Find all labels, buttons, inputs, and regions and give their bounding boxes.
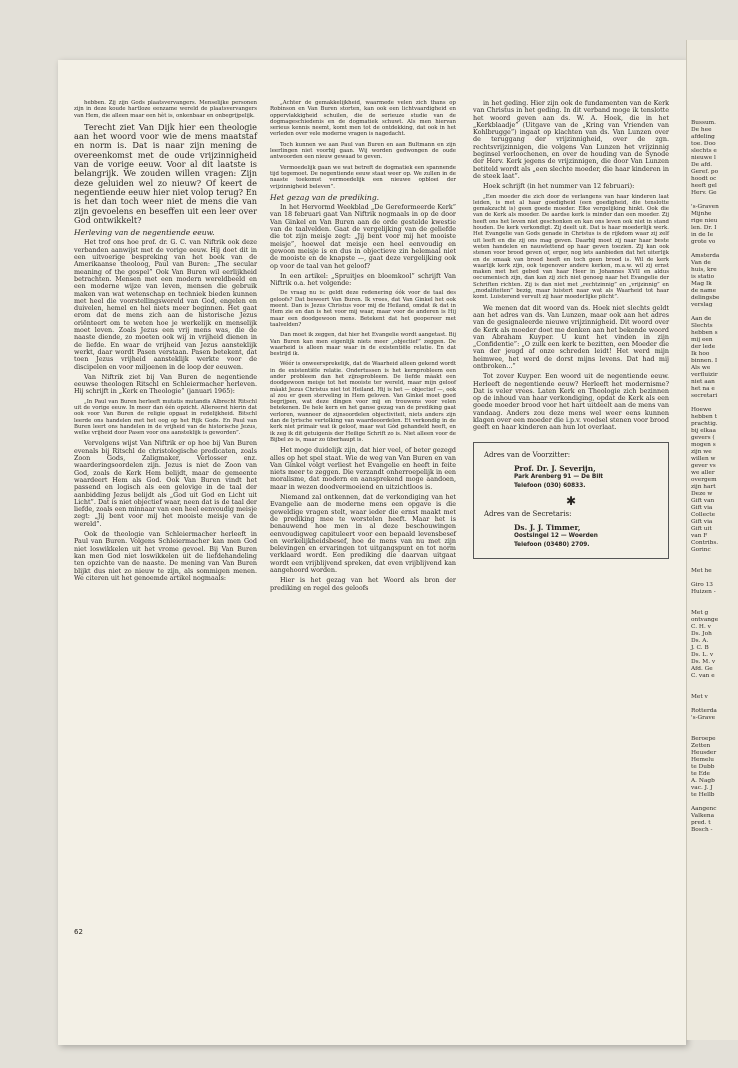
adjacent-page-line: 's-Graven <box>691 204 719 210</box>
paragraph: Niemand zal ontkennen, dat de verkondiging van het Evangelie aan de moderne mens een opgave is die geweldige vragen stelt, waar ieder die ernst maakt met de prediking mee te worstelen heeft. Maar het is benauwend hoe men in al deze beschouwingen eenvoudigweg capituleert voor een bepaald levensbesef en werkelijkheidsbesef, hoe de mens van nu met zijn belevingen en ervaringen tot uitgangspunt en tot norm verklaard wordt. Een prediking die daarvan uitgaat wordt een vrijblijvend spreken, dat even vrijblijvend kan aangehoord worden. <box>270 493 456 574</box>
adjacent-page-line: te Hellb <box>691 792 715 798</box>
adjacent-page-line: Deze w <box>691 491 713 497</box>
adjacent-page-line: 's-Grave <box>691 715 716 721</box>
secretary-name: Ds. J. J. Timmer, <box>514 522 581 532</box>
adjacent-page-line <box>691 197 738 204</box>
adjacent-page-line: Amsterda <box>691 253 720 259</box>
address-box <box>473 442 669 559</box>
adjacent-page-line: gever vs <box>691 463 716 469</box>
adjacent-page-line: Van de <box>691 260 711 266</box>
adjacent-page-line <box>691 799 738 806</box>
adjacent-page-line: Heusder <box>691 750 717 756</box>
section-heading: Herleving van de negentiende eeuw. <box>74 228 215 238</box>
adjacent-page-line: Ds. A. <box>691 638 709 644</box>
adjacent-page-line: len. Dr. I <box>691 225 717 231</box>
adjacent-page-line: Afd. Ge <box>691 666 713 672</box>
column-1 <box>74 100 257 585</box>
adjacent-page-line: grote vo <box>691 239 716 245</box>
quote: „Een moeder die zich door de verlangens van haar kinderen laat leiden, is met al haar goedigheid (een goedigheid, die tenslotte gemakzucht is) geen goede moeder. Elke vergelijking hinkt. Ook die van de Kerk als moeder. De aardse kerk is minder dan een moeder. Zij heeft ons het leven niet geschonken en kan ons leven ook niet in stand houden. De kerk verkondigt. Zij deelt uit. Dat is haar moederlijk werk. Het Evangelie van Gods genade in Christus is de rijkdom waar zij zelf uit leeft en die zij ons mag geven. Daarbij moet zij naar haar beste weten handelen en nauwlettend op haar geven toezien. Zij kan ook stenen voor brood geven of, erger, nog iets aanbieden dat het uiterlijk en de smaak van brood heeft en toch geen brood is. Wil de kerk waarlijk kerk zijn, ook tegenover andere kerken, m.a.w. wil zij ernst maken met het gebed van haar Heer in Johannes XVII en aldus oecumenisch zijn, dan kan zij zich niet genoeg naar het Evangelie der Schriften richten. Zij is dan niet met „rechtzinnig” en „vrijzinnig” en „modaliteiten” bezig, maar luistert naar wat als Waarheid tot haar komt. Luisterend vervult zij haar moederlijke plicht”. <box>473 193 669 301</box>
secretary-phone: Telefoon (03480) 2709. <box>514 541 590 548</box>
chairman-address: Park Arenberg 91 — De Bilt <box>514 473 604 480</box>
adjacent-page-line: ontvange <box>691 617 719 623</box>
adjacent-page-line: Hoewe <box>691 407 712 413</box>
adjacent-page-line <box>691 246 738 253</box>
paragraph: in het geding. Hier zijn ook de fundamenten van de Kerk van Christus in het geding. In dit verband moge ik tenslotte het woord geven aan ds. W. A. Hoek, die in het „Kerkblaadje” (Uitgave van de „Kring van Vrienden van Kohlbrugge”) ingaat op klachten van ds. Van Lunzen over de teruggang der vrijzinnigheid, over de zgn. rechtsvrijzinnigen, die volgens Van Lunzen het vrijzinnig beginsel verloochenen, en over de houding van de Synode der Herv. Kerk jegens de vrijzinnigen, die door Van Lunzen betiteld wordt als „een slechte moeder, die haar kinderen in de steek laat”. <box>473 99 669 180</box>
adjacent-page-line: Giro 13 <box>691 582 713 588</box>
adjacent-page-line: Als we <box>691 365 711 371</box>
adjacent-page-line: rige nieu <box>691 218 718 224</box>
paragraph: Het trof ons hoe prof. dr. G. C. van Niftrik ook deze verbanden aanwijst met de vorige eeuw. Hij doet dit in een uitvoerige bespreking van het boek van de Amerikaanse theoloog, Paul van Buren: „The secular meaning of the gospel” Ook Van Buren wil eerlijkheid betrachten. Mensen met een modern wereldbeeld en een moderne wijze van leven, mensen die gebruik maken van wat wetenschap en techniek bieden kunnen met heel die voorstellingswereld van God, engelen en duivelen, hemel en hel niets meer beginnen. Het gaat erom dat de mens zich aan de historische Jezus oriënteert om te weten hoe je werkelijk en menselijk moet leven. Zoals Jezus een vrij mens was, die de naaste diende, zo moeten ook wij in vrijheid dienen in de liefde. En waar de vrijheid van Jezus aansteklijk werkt, daar wordt Pasen verstaan. Pasen betekent, dat toen Jezus vrijheid aansteklijk werkte voor de discipelen en voor miljoenen in de loop der eeuwen. <box>74 238 257 371</box>
adjacent-page-line: De hee <box>691 127 712 133</box>
adjacent-page-line <box>691 722 738 729</box>
adjacent-page-line <box>691 309 738 316</box>
adjacent-page-line: Ds. Joh <box>691 631 712 637</box>
column-2 <box>270 100 456 595</box>
quote: „In Paul van Buren herleeft mutatis mutandis Albrecht Ritschl uit de vorige eeuw. In meer dan één opzicht. Allereerst hierin dat ook voor Van Buren de religie opgaat in redelijkheid. Bitschl leerde ons handelen met het oog op het Rijk Gods. En Paul van Buren leert ons handelen in de vrijheid van de historische Jezus, welke vrijheid door Pasen voor ons aansteklijk is geworden”. <box>74 398 257 437</box>
adjacent-page-line: de name <box>691 288 717 294</box>
paragraph: In het Hervormd Weekblad „De Gereformeerde Kerk” van 18 februari gaat Van Niftrik nogmaals in op de door Van Ginkel en Van Buren aan de orde gestelde kwestie van de taalvelden. Gaat de vergelijking van de geliefde die tot zijn meisje zegt: „Jij bent voor mij het mooiste meisje”, hoewel dat meisje een heel eenvoudig en gewoon meisje is en dus in objectieve zin helemaal niet de mooiste en de knapste —, gaat deze vergelijking ook op voor de taal van het geloof? <box>270 203 456 270</box>
adjacent-page-line: zijn hart <box>691 484 716 490</box>
adjacent-page-line: Geref. po <box>691 169 719 175</box>
adjacent-page-line: Gift via <box>691 519 713 525</box>
quote: Vermoedelijk gaan we wat betreft de dogmatiek een spannende tijd tegemoet. De negentiende eeuw staat weer op. We zullen in de naaste toekomst vermoedelijk een nieuwe opbloei der vrijzinnigheid beleven”. <box>270 164 456 190</box>
magazine-page <box>58 60 686 1045</box>
adjacent-page-line <box>691 603 738 610</box>
adjacent-page-line: Contribs. <box>691 540 719 546</box>
quote: „Achter de gemakkelijkheid, waarmede velen zich thans op Robinson en Van Buren storten, kan ook een lichtvaardigheid en oppervlakkigheid schuilen, die de serieuze studie van de dogmageschiedenis en de dogmatiek schuwt. Als men hiervan serieus kennis neemt, komt men tot de ontdekking, dat ook in het verleden over vele moderne vragen is nagedacht. <box>270 100 456 138</box>
quote: Wéér is onweersprekelijk, dat de Waarheid alleen gekend wordt in de existentiële relatie. Ondertussen is het kernprobleem een ander probleem dan het zijnsprobleem. De liefde màakt een doodgewoon meisje tot het mooiste ter wereld, maar mijn geloof màakt Jezus Christus niet tot Heiland. Hij is het — objectief —, ook al zou er geen sterveling in Hem geloven. Van Ginkel moet goed begrijpen, wat deze dingen voor mij en trouwens voor velen betekenen. De hele kern en het ganse gezag van de prediking gaat verloren, wanneer de zijnsoordelen objectiviteit, niets anders zijn dan de lyrische vertolking van waardeoordelen. Et verkondig in de kerk niet primair wat ik geloof, maar wat Gòd gehandeld heeft, en ik zeg ik dit getuigenis der Heilige Schrift zo is. Niet alleen voor de Bijbel zo is, maar zo überhaupt is. <box>270 361 456 443</box>
adjacent-page-line: Zetten <box>691 743 711 749</box>
adjacent-page-line: niet aan <box>691 379 715 385</box>
adjacent-page-line: pred. t <box>691 820 711 826</box>
adjacent-page-line: Bussum. <box>691 120 717 126</box>
adjacent-page-line: afdeling <box>691 134 715 140</box>
adjacent-page-line: van F <box>691 533 708 539</box>
paragraph: Van Niftrik ziet bij Van Buren de negentiende eeuwse theologen Ritschl en Schleiermacher herleven. Hij schrijft in „Kerk en Theologie” (januari 1965): <box>74 372 257 396</box>
adjacent-page-line: bij elkaa <box>691 428 716 434</box>
adjacent-page-line: hoodt oc <box>691 176 717 182</box>
adjacent-page-line: Aan de <box>691 316 712 322</box>
adjacent-page-line: verfluizir <box>691 372 718 378</box>
paragraph: Hier is het gezag van het Woord als bron der prediking en regel des geloofs <box>270 576 456 592</box>
adjacent-page-line: Ds. M. v <box>691 659 716 665</box>
adjacent-page-line: te Ede <box>691 771 710 777</box>
adjacent-page-line: Aangenc <box>691 806 717 812</box>
paragraph: Vervolgens wijst Van Niftrik er op hoe bij Van Buren evenals bij Ritschl de christologische predicaten, zoals Zoon Gods, Zaligmaker, Verlosser enz. waarderingsoordelen zijn. Jezus is niet de Zoon van God, zoals de Kerk Hem belijdt, maar de gemeente waardeert Hem als God. Ook Van Buren vindt het passend en logisch als een gelovige in de taal der aanbidding Jezus belijdt als „God uit God en Licht uit Licht”. Dat is niet objectief waar, neen dat is de taal der liefde, zoals een minnaar van een heel eenvoudig meisje zegt: „Jij bent voor mij het mooiste meisje van de wereld”. <box>74 439 257 528</box>
quote: Dan moet ik zeggen, dat hier het Evangelie wordt aangetast. Bij Van Buren kan men eigenlijk niets meer „objectief” zeggen. De waarheid is alleen maar waar in de existentiële relatie. En dat bestrijd ik. <box>270 332 456 358</box>
paragraph: In een artikel: „Spruitjes en bloemkool” schrijft Van Niftrik o.a. het volgende: <box>270 271 456 288</box>
page-number: 62 <box>74 928 83 936</box>
adjacent-page-line <box>691 687 738 694</box>
adjacent-page-line: Bosch - <box>691 827 713 833</box>
adjacent-page-line: Collecte <box>691 512 716 518</box>
adjacent-page-line: Gift via <box>691 505 713 511</box>
adjacent-page-line: Met he <box>691 568 712 574</box>
adjacent-page-line: Mijnhe <box>691 211 712 217</box>
adjacent-page-line: Gorinc <box>691 547 711 553</box>
adjacent-page-line: Mag Ik <box>691 281 712 287</box>
adjacent-page-line: heeft gel <box>691 183 717 189</box>
adjacent-page-line: overgem <box>691 477 717 483</box>
paragraph: hebben. Zij zijn Gods plaatsvervangers. Menselijke personen zijn in deze koude hartloze eenzame wereld de plaatsvervangers van Hem, die alleen maar een hèt is, onkenbaar en onbegrijpelijk. <box>74 100 257 119</box>
paragraph: Ook de theologie van Schleiermacher herleeft in Paul van Buren. Volgens Schleiermacher kan men God niet loswikkelen uit het vrome gevoel. Bij Van Buren kan men God niet loswikkelen uit de liefdehandeling ten opzichte van de naaste. De mening van Van Buren blijkt dus niet zo nieuw te zijn, als sommigen menen. We citeren uit het genoemde artikel nogmaals: <box>74 530 257 582</box>
adjacent-page-line: C. H. v <box>691 624 711 630</box>
paragraph: Hoek schrijft (in het nummer van 12 februari): <box>483 182 635 191</box>
adjacent-page-line <box>691 575 738 582</box>
secretary-address: Oostsingel 12 — Woerden <box>514 532 598 539</box>
adjacent-page-line: Ik hoo <box>691 351 710 357</box>
adjacent-page-line: het na e <box>691 386 715 392</box>
adjacent-page-line: De afd. <box>691 162 713 168</box>
adjacent-page-line: Valkena <box>691 813 715 819</box>
adjacent-page-line: slechts e <box>691 148 717 154</box>
star-ornament-icon: ✱ <box>565 493 577 508</box>
adjacent-page-line: Rotterda <box>691 708 717 714</box>
chairman-phone: Telefoon (030) 60833. <box>514 482 586 489</box>
adjacent-page-line <box>691 701 738 708</box>
adjacent-page-line: vac. J. J <box>691 785 713 791</box>
adjacent-page-line: Gift uit <box>691 526 712 532</box>
adjacent-page-line <box>691 554 738 561</box>
secretary-label: Adres van de Secretaris: <box>484 509 572 518</box>
adjacent-page-line: binnen. I <box>691 358 718 364</box>
adjacent-page-line: Hemelu <box>691 757 715 763</box>
chairman-label: Adres van de Voorzitter: <box>484 450 571 459</box>
adjacent-page-line: prachtig. <box>691 421 718 427</box>
adjacent-page-line: mogen s <box>691 442 716 448</box>
adjacent-page-line: C. van e <box>691 673 715 679</box>
adjacent-page-line: Gift van <box>691 498 715 504</box>
adjacent-page-line: we aller <box>691 470 715 476</box>
adjacent-page-line: verslag <box>691 302 713 308</box>
adjacent-page-line <box>691 400 738 407</box>
adjacent-page-line: nieuwe l <box>691 155 716 161</box>
adjacent-page-line <box>691 561 738 568</box>
paragraph: Terecht ziet Van Dijk hier een theologie aan het woord voor wie de mens maatstaf en norm is. Dat is naar zijn mening de overeenkomst met de oude vrijzinnigheid van de vorige eeuw. Voor al dit laatste is belangrijk. We zouden willen vragen: Zijn deze geluiden wel zo nieuw? Of keert de negentiende eeuw hier niet volop terug? En is het dan toch weer niet de mens die van zijn gevoelens en beseffen uit een leer over God ontwikkelt? <box>74 121 257 225</box>
adjacent-page-line <box>691 680 738 687</box>
paragraph: Het moge duidelijk zijn, dat hier veel, of beter gezegd alles op het spel staat. Wie de weg van Van Buren en van Van Ginkel volgt verliest het Evangelie en heeft in feite niets meer te zeggen. Die verzandt onherroepelijk in een moralisme, dat modern en aansprekend moge aandoen, maar in wezen doodvermoeiend en uitzichtloos is. <box>270 446 456 491</box>
chairman-name: Prof. Dr. J. Severijn, <box>514 463 596 473</box>
adjacent-page-line: J. C. B <box>691 645 709 651</box>
adjacent-page-line: huis, kre <box>691 267 717 273</box>
adjacent-page-line: delingsbe <box>691 295 720 301</box>
adjacent-page-line: Herv. Ge <box>691 190 717 196</box>
quote: Toch kunnen we aan Paul van Buren en aan Bultmann en zijn leerlingen niet voorbij gaan. Wij worden gedwongen de oude antwoorden een nieuw gewaad te geven. <box>270 141 456 161</box>
adjacent-page-line: te Dubb <box>691 764 715 770</box>
section-heading: Het gezag van de prediking. <box>270 192 380 202</box>
adjacent-page-edge <box>686 40 738 1040</box>
adjacent-page-line: hebben t <box>691 414 717 420</box>
adjacent-page-line: in de Ie <box>691 232 714 238</box>
paragraph: We menen dat dit woord van ds. Hoek niet slechts geldt aan het adres van ds. Van Lunzen, maar ook aan het adres van de gesignaleerde nieuwe vrijzinnigheid. Dit woord over de Kerk als moeder doet me denken aan het bekende woord van Abraham Kuyper. U kunt het vinden in zijn „Confidentie”: „O zulk een kerk te bezitten, een Moeder die van der jeugd af onze schreden leidt! Het werd mijn heimwee, het werd de dorst mijns levens. Dat had mij ontbroken...” <box>473 303 669 370</box>
adjacent-page-line: Met v <box>691 694 708 700</box>
adjacent-page-line: willen w <box>691 456 716 462</box>
adjacent-page-line: Slechts <box>691 323 713 329</box>
adjacent-page-line: hebben s <box>691 330 718 336</box>
adjacent-page-text <box>687 40 738 834</box>
column-3 <box>473 100 669 559</box>
adjacent-page-line: zijn we <box>691 449 712 455</box>
quote: De vraag nu is: geldt deze redenering óók voor de taal des geloofs? Dat beweert Van Buren. Ik vrees, dat Van Ginkel het ook meent. Dan is Jezus Christus voor mij de Heiland, omdat ik dat in Hem zie en dan is het voor mij waar, maar voor de anderen is Hij maar een doodgewoon mens. Betekent dat het geopereer met taalvelden? <box>270 290 456 328</box>
adjacent-page-line: der lede <box>691 344 716 350</box>
adjacent-page-line: secretari <box>691 393 718 399</box>
adjacent-page-line: toe. Doo <box>691 141 716 147</box>
paragraph: Tot zover Kuyper. Een woord uit de negentiende eeuw. Herleeft de negentiende eeuw? Herleeft het modernisme? Dat is veler vrees. Laten Kerk en Theologie zich bezinnen op de inhoud van haar verkondiging, opdat de Kerk als een goede moeder brood voor het hart uitdeelt aan de mens van vandaag. Anders zou deze mens wel weer eens kunnen klagen over een moeder die i.p.v. voedsel stenen voor brood geeft en haar kinderen aan hun lot overlaat. <box>473 372 669 432</box>
adjacent-page-line: Beroepe <box>691 736 716 742</box>
adjacent-page-line: gevers ( <box>691 435 715 441</box>
adjacent-page-line: Huizen - <box>691 589 716 595</box>
adjacent-page-line: Ds. L. v <box>691 652 714 658</box>
adjacent-page-line: is statio <box>691 274 715 280</box>
adjacent-page-line <box>691 596 738 603</box>
adjacent-page-line <box>691 729 738 736</box>
adjacent-page-line: A. Nagb <box>691 778 715 784</box>
adjacent-page-line: mij een <box>691 337 713 343</box>
adjacent-page-line: Met g <box>691 610 709 616</box>
